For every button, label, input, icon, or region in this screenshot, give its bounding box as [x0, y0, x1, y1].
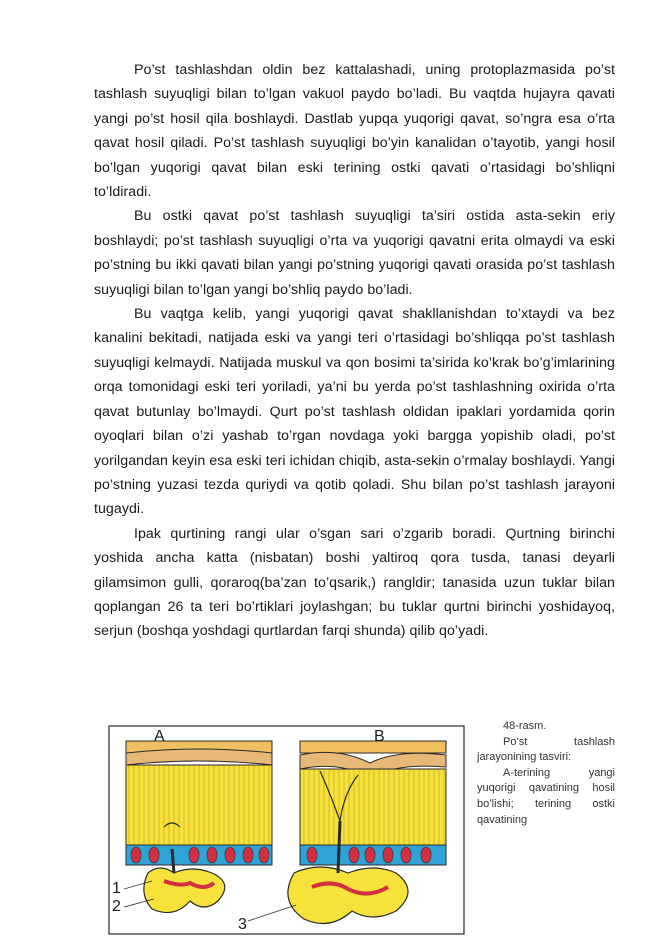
paragraph-3: Bu vaqtga kelib, yangi yuqorigi qavat shakllanishdan to’xtaydi va bez kanalini bekitadi, natijada eski va yangi teri o’rtasidagi bo’shliqqa po’st tashlash suyuqligi kelmaydi. Natijada muskul va qon bosimi ta’sirida ko’krak bo’g’imlarining orqa tomonidagi eski teri yoriladi, ya’ni bu yerda po’st tashlashning oxirida o’rta qavat butunlay bo’lmaydi. Qurt po’st tashlash oldidan ipaklari yordamida qorin oyoqlari bilan o’zi yashab to’rgan novdaga yoki bargga yopishib oladi, po’st yorilgandan keyin esa eski teri ichidan chiqib, asta-sekin o’rmalay boshlaydi. Yangi po’stning yuzasi tezda quriydi va qotib qoladi. Shu bilan po’st tashlash jarayoni tugaydi. [94, 306, 616, 518]
caption-detail: A-terining yangi yuqorigi qavatining hosil bo’lishi; terining ostki qavatining [477, 766, 615, 826]
caption-title: 48-rasm. [503, 720, 547, 732]
figure-caption [477, 719, 615, 828]
paragraph-4: Ipak qurtining rangi ular o’sgan sari o’zgarib boradi. Qurtning birinchi yoshida ancha katta (nisbatan) boshi yaltiroq qora tusda, tanasi deyarli gilamsimon gulli, qoraroq(ba’zan to’qsarik,) rangldir; tanasida uzun tuklar bilan qoplangan 26 ta teri bo’rtiklari joylashgan; bu tuklar qurtni birinchi yoshidayoq, serjun (boshqa yoshdagi qurtlardan farqi shunda) qilib qo’yadi. [94, 525, 615, 640]
caption-text: Po’st tashlash jarayonining tasviri: [477, 735, 615, 764]
label-a: A [154, 728, 165, 745]
panel-b [288, 741, 446, 924]
paragraph-2: Bu ostki qavat po’st tashlash suyuqligi ta’siri ostida asta-sekin eriy boshlaydi; po’st tashlash suyuqligi o’rta va yuqorigi qavatni erita olmaydi va eski po’stning bu ikki qavati bilan yangi po’stning yuqorigi qavati orasida po’st tashlash suyuqligi bilan to’lgan yangi bo’shliq paydo bo’ladi. [94, 208, 615, 298]
label-2: 2 [112, 898, 121, 915]
label-b: B [374, 728, 385, 745]
label-3: 3 [238, 916, 247, 933]
label-1: 1 [112, 880, 121, 897]
moulting-diagram [108, 723, 465, 935]
body-text [94, 58, 615, 644]
figure-48-illustration [108, 723, 465, 935]
paragraph-1: Po’st tashlashdan oldin bez kattalashadi, uning protoplazmasida po’st tashlash suyuqligi bilan to’lgan vakuol paydo bo’ladi. Bu vaqtda hujayra qavati yangi po’st hosil qila boshlaydi. Dastlab yupqa yuqorigi qavat, so’ngra esa o’rta qavat hosil qiladi. Po’st tashlash suyuqligi bo’yin kanalidan o’tayotib, yangi hosil bo’lgan yuqorigi qavat bilan eski terining ostki qavati o’rtasidagi bo’shliqni to’ldiradi. [94, 62, 615, 201]
panel-a [126, 741, 272, 913]
